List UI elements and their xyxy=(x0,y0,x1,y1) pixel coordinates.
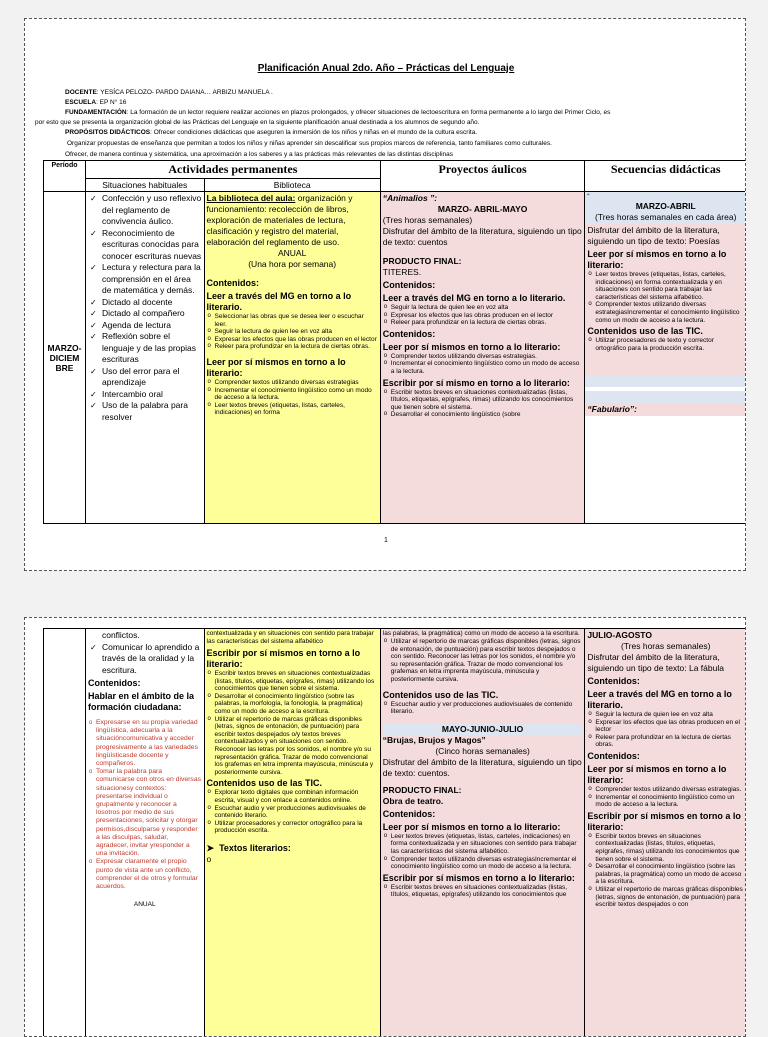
list-item: o Utilizar el repertorio de marcas gráficas disponibles (letras, signos de entonación, de puntuación) para escribir textos despejados o con sentido. Reconocer las letras por los sonidos, el nombre y/o su representación gráfica. Trazar de modo convencional los grafemas en letra imprenta mayúscula, minúscula y posteriormente cursiva. xyxy=(391,638,583,684)
list-item: o Incrementar el conocimiento lingüístico como un modo de acceso a la lectura. xyxy=(595,794,744,809)
fundamentacion-label: FUNDAMENTACIÓN xyxy=(65,109,127,116)
p2-proy-escribir: Escribir por sí mismos en torno a lo literario: xyxy=(383,873,583,884)
page-number: 1 xyxy=(25,537,746,544)
list-item: o Releer para profundizar en la lectura de ciertas obras. xyxy=(595,734,744,749)
situacion-item xyxy=(102,366,202,389)
situacion-text: Lectura y relectura para la comprensión en el área de matemática y demás. xyxy=(102,262,201,295)
header-proyectos: Proyectos áulicos xyxy=(380,161,585,192)
proyecto-cell xyxy=(380,192,585,524)
propositos-label: PROPÓSITOS DIDÁCTICOS xyxy=(65,129,150,136)
p2-bib-o: o xyxy=(207,854,378,865)
document-page-2 xyxy=(24,617,746,1037)
situaciones-cell xyxy=(85,192,204,524)
list-item: o Utilizar procesadores de texto y corrector ortográfico para la producción escrita. xyxy=(595,337,744,352)
proyecto-contenidos: Contenidos: xyxy=(383,280,583,291)
p2-red-items xyxy=(88,719,202,891)
p2-proy-obra: Obra de teatro. xyxy=(383,796,583,807)
escuela-label: ESCUELA xyxy=(65,99,96,106)
biblioteca-cell xyxy=(204,192,380,524)
p2-sec-desc: Disfrutar del ámbito de la literatura, siguiendo un tipo de texto: La fábula xyxy=(587,652,744,674)
secuencia-items-a xyxy=(587,271,744,324)
checkmark-icon: ✓ xyxy=(90,642,97,654)
situacion-text: Confección y uso reflexivo del reglamento de convivencia áulico. xyxy=(102,193,201,226)
header-actividades: Actividades permanentes xyxy=(85,161,380,179)
list-item: o Escribir textos breves en situaciones contextualizadas (listas, títulos, etiquetas, epígrafes, rimas) utilizando los conocimientos que tienen sobre el sistema. xyxy=(391,389,583,412)
p2-proy-hours: (Cinco horas semanales) xyxy=(383,746,583,757)
situacion-text: Dictado al compañero xyxy=(102,308,185,318)
document-title: Planificación Anual 2do. Año – Prácticas del Lenguaje xyxy=(25,63,746,74)
p2-proy-items-c xyxy=(383,833,583,871)
p2-proy-producto: PRODUCTO FINAL: xyxy=(383,785,583,796)
docente-line xyxy=(65,89,273,97)
secuencia-fabulario-block xyxy=(585,403,746,416)
list-item: o Seguir la lectura de quien lee en voz alta xyxy=(595,711,744,719)
situacion-item xyxy=(102,297,202,309)
escuela-line xyxy=(65,99,126,107)
situaciones-cell-2 xyxy=(85,629,204,1037)
situacion-text: Reconocimiento de escrituras conocidas para conocer escrituras nuevas xyxy=(102,228,201,261)
list-item: o Comprender textos utilizando diversas estrategias. xyxy=(595,786,744,794)
checkmark-icon: ✓ xyxy=(90,400,97,412)
list-item: o Expresar los efectos que las obras producen en el lector xyxy=(595,719,744,734)
propositos-3: Ofrecer, de manera continua y sistemática, una aproximación a los saberes y a las prácticas más relevantes de las distintas disciplinas xyxy=(65,151,453,159)
p2-sec-leer-mismos: Leer por sí mismos en torno a lo literario: xyxy=(587,764,744,786)
situacion-text: Reflexión sobre el lenguaje y de las propias escrituras xyxy=(102,331,196,364)
checkmark-icon: ✓ xyxy=(90,262,97,274)
proyecto-desc: Disfrutar del ámbito de la literatura, siguiendo un tipo de texto: cuentos xyxy=(383,226,583,248)
secuencia-items-b xyxy=(587,337,744,352)
p2-contenidos: Contenidos: xyxy=(88,678,202,689)
p2-sec-dates: JULIO-AGOSTO xyxy=(587,630,744,641)
list-item: o Expresar claramente el propio punto de vista ante un conflicto, comprender el de otros y formular acuerdos. xyxy=(96,858,202,891)
checkmark-icon: ✓ xyxy=(90,193,97,205)
list-item: o Tomar la palabra para comunicarse con otros en diversas situacionesy contextos: presentarse individual o grupalmente y reconocer a losotros por medio de sus presentaciones, solicitar y otorgar permisos,disculparse y responder a las disculpas, saludar, agradecer, invitar yresponder a una invitación. xyxy=(96,768,202,858)
fundamentacion-line xyxy=(65,109,610,117)
propositos-2: Organizar propuestas de enseñanza que permitan a todos los niños y niñas aprender sin descalificar sus propios marcos de referencia, tanto familiares como culturales. xyxy=(67,140,552,148)
situaciones-list xyxy=(88,193,202,423)
list-item: o Escribir textos breves en situaciones contextualizadas (listas, títulos, etiquetas, epígrafes) utilizando los conocimientos que xyxy=(391,884,583,899)
planning-table-page-2 xyxy=(43,628,746,1037)
situacion-text: Intercambio oral xyxy=(102,389,163,399)
list-item: o Incrementar el conocimiento lingüístico como un modo de acceso a la lectura. xyxy=(215,387,378,402)
p2-proy-dates: MAYO-JUNIO-JULIO xyxy=(383,724,583,735)
situacion-item xyxy=(102,630,202,642)
secuencia-stripe-1 xyxy=(585,375,746,387)
p2-sec-items-b xyxy=(587,786,744,809)
situacion-text: Uso de la palabra para resolver xyxy=(102,400,188,422)
checkmark-icon: ✓ xyxy=(90,331,97,343)
secuencia-cell xyxy=(585,192,746,524)
situacion-item xyxy=(102,642,202,677)
list-item: o Utilizar procesadores y corrector ortográfico para la producción escrita. xyxy=(215,820,378,835)
secuencia-desc: Disfrutar del ámbito de la literatura, siguiendo un tipo de texto: Poesías xyxy=(587,225,744,247)
p2-anual: ANUAL xyxy=(88,901,202,909)
p2-sec-contenidos: Contenidos: xyxy=(587,676,744,687)
biblioteca-cell-2 xyxy=(204,629,380,1037)
docente-value: : YESÍCA PELOZO- PARDO DAIANA… ARBIZU MANUELA . xyxy=(97,89,273,96)
list-item: o Seguir la lectura de quien lee en voz alta xyxy=(391,304,583,312)
header-situaciones: Situaciones habituales xyxy=(85,179,204,192)
list-item: o Incrementar el conocimiento lingüístico como un modo de acceso a la lectura. xyxy=(391,360,583,375)
proyecto-items-c xyxy=(383,389,583,419)
list-item: o Expresarse en su propia variedad lingüística, adecuarla a la situacióncomunicativa y acceder progresivamente a las variedades lingüísticasde docente y compañeros. xyxy=(96,719,202,768)
situacion-text: conflictos. xyxy=(102,630,140,640)
situacion-item xyxy=(102,331,202,366)
proyecto-title: “Animalios ”: xyxy=(383,193,583,204)
situacion-text: Comunicar lo aprendido a través de la oralidad y la escritura. xyxy=(102,642,199,675)
p2-sec-contenidos-2: Contenidos: xyxy=(587,751,744,762)
biblioteca-hora: (Una hora por semana) xyxy=(207,259,378,270)
secuencia-hours: (Tres horas semanales en cada área) xyxy=(587,212,744,223)
fundamentacion-value: : La formación de un lector requiere realizar acciones en plazos prolongados, y ofrecer situaciones de lectoescritura en forma permanente a lo largo del Primer Ciclo, es xyxy=(127,109,611,116)
p2-proy-items-d xyxy=(383,884,583,899)
p2-hablar: Hablar en el ámbito de la formación ciudadana: xyxy=(88,691,202,713)
p2-proy-items-b xyxy=(383,701,583,716)
situacion-item xyxy=(102,308,202,320)
secuencia-quote: “ xyxy=(587,193,744,201)
proyecto-leer-mismos: Leer por sí mismos en torno a lo literario: xyxy=(383,342,583,353)
secuencia-leer-mismos: Leer por sí mismos en torno a lo literario: xyxy=(587,249,744,271)
proyecto-dates: MARZO- ABRIL-MAYO xyxy=(383,204,583,215)
situacion-item xyxy=(102,193,202,228)
period-cell-2 xyxy=(44,629,86,1037)
checkmark-icon: ✓ xyxy=(90,320,97,332)
proyecto-titeres: TITERES. xyxy=(383,267,583,278)
checkmark-icon: ✓ xyxy=(90,389,97,401)
proyecto-hours: (Tres horas semanales) xyxy=(383,215,583,226)
p2-bib-items-a xyxy=(207,670,378,776)
secuencia-stripe-2 xyxy=(585,391,746,403)
list-item: o Expresar los efectos que las obras producen en el lector xyxy=(391,312,583,320)
proyecto-cell-2 xyxy=(380,629,585,1037)
list-item: o Releer para profundizar en la lectura de ciertas obras. xyxy=(215,343,378,351)
situacion-item xyxy=(102,228,202,263)
list-item: o Escribir textos breves en situaciones contextualizadas (listas, títulos, etiquetas, epígrafes, rimas) utilizando los conocimientos que tienen sobre el sistema. xyxy=(595,833,744,863)
list-item: o Leer textos breves (etiquetas, listas, carteles, indicaciones) en forma contextualizada y en situaciones con sentido para trabajar las características del sistema alfabético. xyxy=(391,833,583,856)
situacion-item xyxy=(102,262,202,297)
situacion-item xyxy=(102,400,202,423)
escuela-value: : EP N° 16 xyxy=(96,99,126,106)
secuencia-cell-2 xyxy=(585,629,746,1037)
p2-sec-items-c xyxy=(587,833,744,909)
checkmark-icon: ✓ xyxy=(90,308,97,320)
propositos-line xyxy=(65,129,477,137)
biblioteca-lead-title: La biblioteca del aula: xyxy=(207,193,296,203)
situaciones-list-2 xyxy=(88,630,202,676)
list-item: o Leer textos breves (etiquetas, listas, carteles, indicaciones) en forma xyxy=(215,402,378,417)
p2-bib-escribir: Escribir por sí mismos en torno a lo literario: xyxy=(207,648,378,670)
proyecto-items-b xyxy=(383,353,583,376)
p2-proy-leer-mismos: Leer por sí mismos en torno a lo literario: xyxy=(383,822,583,833)
situacion-item xyxy=(102,320,202,332)
list-item: o Explorar texto digitales que combinan información escrita, visual y con enlace a contenidos online. xyxy=(215,789,378,804)
p2-bib-items-b xyxy=(207,789,378,835)
list-item: o Utilizar el repertorio de marcas gráficas disponibles (letras, signos de entonación, de puntuación) para escribir textos despejados o con xyxy=(595,886,744,909)
list-item: o Leer textos breves (etiquetas, listas, carteles, indicaciones) en forma contextualizada y en situaciones con sentido para trabajar las características del sistema alfabético. xyxy=(595,271,744,301)
list-item: o Desarrollar el conocimiento lingüístico (sobre xyxy=(391,411,583,419)
fundamentacion-cont: por esto que se presenta la organización global de las Prácticas del Lenguaje en la siguiente planificación anual destinada a los alumnos de segundo año. xyxy=(35,119,735,127)
p2-proy-top: las palabras, la pragmática) como un modo de acceso a la escritura. xyxy=(383,630,583,638)
docente-label: DOCENTE xyxy=(65,89,97,96)
p2-bib-tic: Contenidos uso de las TIC. xyxy=(207,778,378,789)
p2-sec-items-a xyxy=(587,711,744,749)
p2-sec-hours: (Tres horas semanales) xyxy=(587,641,744,652)
p2-proy-title: “Brujas, Brujos y Magos” xyxy=(383,735,583,746)
checkmark-icon: ✓ xyxy=(90,297,97,309)
header-biblioteca: Biblioteca xyxy=(204,179,380,192)
list-item: o Escuchar audio y ver producciones audiovisuales de contenido literario. xyxy=(391,701,583,716)
list-item: o Releer para profundizar en la lectura de ciertas obras. xyxy=(391,319,583,327)
biblioteca-lead-text: organización y funcionamiento: recolección de libros, exploración de materiales de lectura, clasificación y registro del material, elaboración del reglamento de uso. xyxy=(207,193,353,247)
proyecto-leer-traves: Leer a través del MG en torno a lo literario. xyxy=(383,293,583,304)
proyecto-items-a xyxy=(383,304,583,327)
situacion-text: Agenda de lectura xyxy=(102,320,171,330)
secuencia-fabulario: “Fabulario”: xyxy=(587,404,744,415)
secuencia-body-block xyxy=(585,224,746,375)
secuencia-dates: MARZO-ABRIL xyxy=(587,201,744,212)
p2-sec-escribir: Escribir por sí mismos en torno a lo literario: xyxy=(587,811,744,833)
list-item: o Desarrollar el conocimiento lingüístico (sobre las palabras, la morfología, la fonología, la pragmática) como un modo de acceso a la escritura. xyxy=(215,693,378,716)
header-periodo: Período xyxy=(44,161,86,192)
situacion-text: Dictado al docente xyxy=(102,297,172,307)
p2-proy-tic: Contenidos uso de las TIC. xyxy=(383,690,583,701)
list-item: o Comprender textos utilizando diversas estrategiasIncrementar el conocimiento lingüístico como un modo de acceso a la lectura. xyxy=(595,301,744,324)
list-item: o Comprender textos utilizando diversas estrategias. xyxy=(391,353,583,361)
list-item: o Expresar los efectos que las obras producen en el lector xyxy=(215,336,378,344)
proyecto-contenidos-2: Contenidos: xyxy=(383,329,583,340)
biblioteca-items-a xyxy=(207,313,378,351)
checkmark-icon: ✓ xyxy=(90,228,97,240)
secuencia-header-block xyxy=(585,192,746,224)
p2-bib-top: contextualizada y en situaciones con sentido para trabajar las características del sistema alfabético xyxy=(207,630,378,646)
checkmark-icon: ✓ xyxy=(90,366,97,378)
secuencia-tic: Contenidos uso de las TIC. xyxy=(587,326,744,337)
p2-bib-textos xyxy=(207,843,378,854)
propositos-value: : Ofrecer condiciones didácticas que aseguren la inmersión de los niños y niñas en el mundo de la cultura escrita. xyxy=(150,129,477,136)
list-item: o Escribir textos breves en situaciones contextualizadas (listas, títulos, etiquetas, epígrafes, rimas) utilizando los conocimientos que tienen sobre el sistema. xyxy=(215,670,378,693)
proyecto-producto: PRODUCTO FINAL: xyxy=(383,256,583,267)
biblioteca-contenidos: Contenidos: xyxy=(207,278,378,289)
proyecto-escribir: Escribir por sí mismo en torno a lo literario: xyxy=(383,378,583,389)
biblioteca-items-b xyxy=(207,379,378,417)
list-item: o Utilizar el repertorio de marcas gráficas disponibles (letras, signos de entonación, de puntuación) para escribir textos despejados o/y textos breves contextualizados y en situaciones con sentido. Reconocer las letras por los sonidos, el nombre y/o su representación gráfica. Trazar de modo convencional los grafemas en letra imprenta mayúscula, minúscula y posteriormente cursiva. xyxy=(215,716,378,777)
arrow-right-icon: ➤ xyxy=(207,843,220,853)
p2-bib-textos-label: Textos literarios: xyxy=(219,843,291,853)
situacion-text: Uso del error para el aprendizaje xyxy=(102,366,179,388)
p2-sec-leer-traves: Leer a través del MG en torno a lo literario. xyxy=(587,689,744,711)
biblioteca-anual: ANUAL xyxy=(207,248,378,259)
list-item: o Comprender textos utilizando diversas estrategiasIncrementar el conocimiento lingüístico como un modo de acceso a la lectura. xyxy=(391,856,583,871)
list-item: o Comprender textos utilizando diversas estrategias xyxy=(215,379,378,387)
p2-proy-desc: Disfrutar del ámbito de la literatura, siguiendo un tipo de texto: cuentos. xyxy=(383,757,583,779)
situacion-item xyxy=(102,389,202,401)
biblioteca-leer-traves: Leer a través del MG en torno a lo literario. xyxy=(207,291,378,313)
header-secuencias: Secuencias didácticas xyxy=(585,161,746,192)
period-cell: MARZO-DICIEM BRE xyxy=(44,192,86,524)
list-item: o Seguir la lectura de quien lee en voz alta xyxy=(215,328,378,336)
list-item: o Escuchar audio y ver producciones audiovisuales de contenido literario. xyxy=(215,805,378,820)
list-item: o Seleccionar las obras que se desea leer o escuchar leer. xyxy=(215,313,378,328)
document-page-1 xyxy=(24,18,746,571)
biblioteca-leer-mismos: Leer por sí mismos en torno a lo literario: xyxy=(207,357,378,379)
list-item: o Desarrollar el conocimiento lingüístico (sobre las palabras, la pragmática) como un modo de acceso a la escritura. xyxy=(595,863,744,886)
planning-table-page-1 xyxy=(43,160,746,524)
p2-proy-items-a xyxy=(383,638,583,684)
p2-proy-contenidos: Contenidos: xyxy=(383,809,583,820)
